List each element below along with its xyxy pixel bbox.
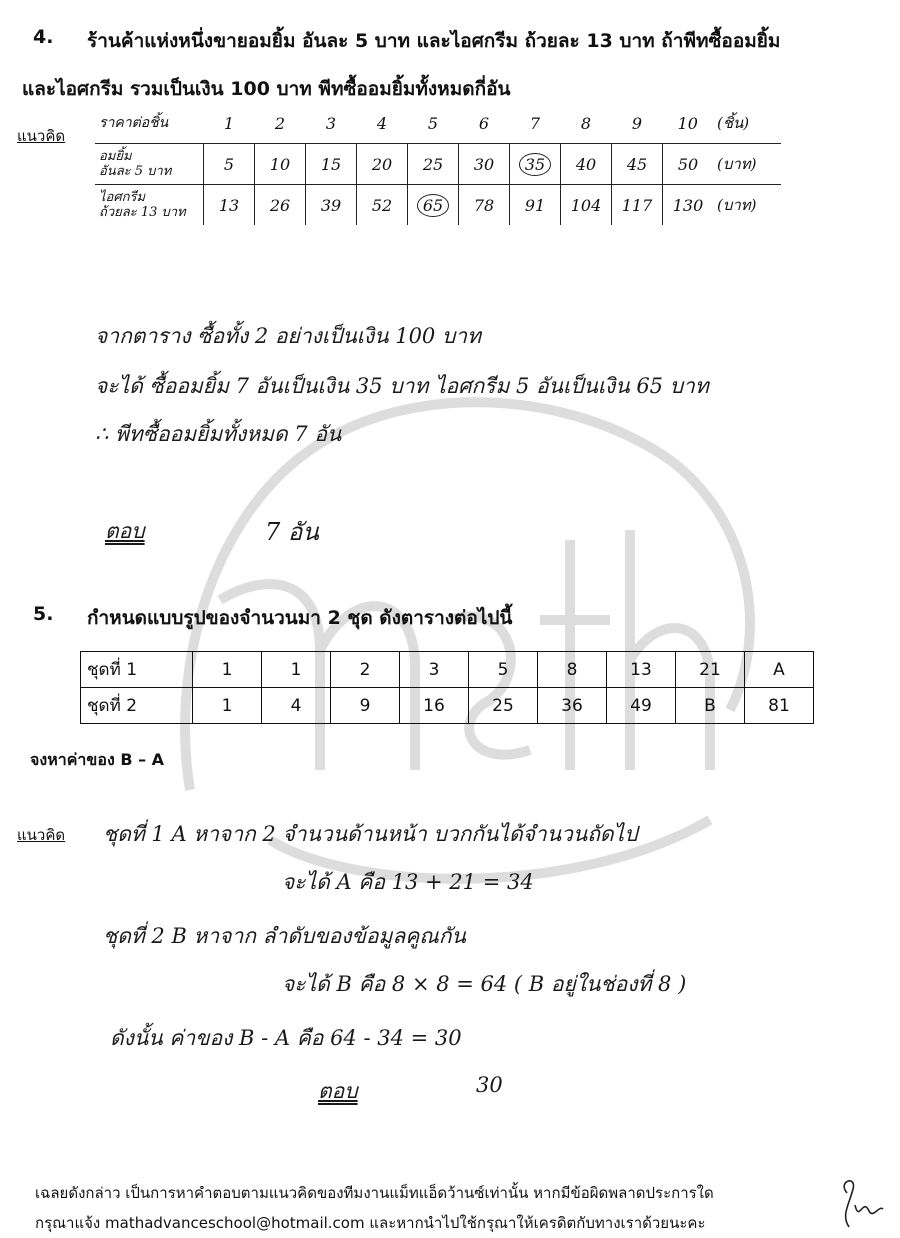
table-cell: 1 xyxy=(223,113,235,133)
q5-number: 5. xyxy=(33,603,54,625)
q5-find: จงหาค่าของ B – A xyxy=(30,750,165,769)
q4-work-line1: จากตาราง ซื้อทั้ง 2 อย่างเป็นเงิน 100 บาท xyxy=(95,324,481,348)
q4-table-row-lollipop xyxy=(95,144,781,185)
table-cell: 52 xyxy=(357,185,408,226)
table-cell: 7 xyxy=(529,113,541,133)
footer-note xyxy=(35,1178,714,1238)
q4-answer: 7 อัน xyxy=(265,518,319,546)
table-cell: 1 xyxy=(262,652,331,688)
q5-question: กำหนดแบบรูปของจำนวนมา 2 ชุด ดังตารางต่อไปนี้ xyxy=(87,607,513,629)
table-cell: 50 xyxy=(663,144,714,185)
footer-line2: กรุณาแจ้ง mathadvanceschool@hotmail.com และหากนำไปใช้กรุณาให้เครดิตกับทางเราด้วยนะคะ xyxy=(35,1214,706,1232)
table-cell: 39 xyxy=(306,185,357,226)
table-cell: 15 xyxy=(306,144,357,185)
q4-answer-label: ตอบ xyxy=(105,519,145,543)
table-cell: B xyxy=(676,688,745,724)
q5-work-line4: จะได้ B คือ 8 × 8 = 64 ( B อยู่ในช่องที่ 8 ) xyxy=(282,972,687,996)
q5-row-label: ชุดที่ 1 xyxy=(81,652,193,688)
table-cell: 81 xyxy=(745,688,814,724)
q4-row-label xyxy=(95,144,204,185)
table-cell: 26 xyxy=(255,185,306,226)
table-cell: 9 xyxy=(331,688,400,724)
table-cell: 25 xyxy=(408,144,459,185)
table-cell: 36 xyxy=(538,688,607,724)
table-cell: 8 xyxy=(538,652,607,688)
q5-answer-label: ตอบ xyxy=(318,1079,358,1103)
table-cell: 117 xyxy=(612,185,663,226)
table-cell: 45 xyxy=(612,144,663,185)
table-cell: 5 xyxy=(427,113,439,133)
q5-work-line2: จะได้ A คือ 13 + 21 = 34 xyxy=(282,870,534,894)
table-cell: 3 xyxy=(400,652,469,688)
table-cell: 20 xyxy=(357,144,408,185)
q5-pattern-table xyxy=(80,651,814,724)
q4-price-table xyxy=(95,103,781,225)
q4-table-header-label: ราคาต่อชิ้น xyxy=(99,114,169,131)
table-cell: 2 xyxy=(274,113,286,133)
q4-row-label-line1: อมยิ้ม xyxy=(99,149,132,164)
table-cell: 5 xyxy=(469,652,538,688)
table-unit: (ชิ้น) xyxy=(717,114,750,132)
q5-work-line1: ชุดที่ 1 A หาจาก 2 จำนวนด้านหน้า บวกกันได้จำนวนถัดไป xyxy=(103,822,638,846)
table-cell-circled xyxy=(408,185,459,226)
table-cell: 16 xyxy=(400,688,469,724)
table-cell: 25 xyxy=(469,688,538,724)
table-cell: 91 xyxy=(510,185,561,226)
table-cell: 1 xyxy=(193,688,262,724)
table-cell: 8 xyxy=(580,113,592,133)
q5-approach-label: แนวคิด xyxy=(17,826,66,844)
table-unit: (บาท) xyxy=(713,144,781,185)
signature-icon xyxy=(835,1175,885,1235)
q4-row-label-line2: อันละ 5 บาท xyxy=(99,164,172,179)
table-cell: 9 xyxy=(631,113,643,133)
q4-work-line2: จะได้ ซื้ออมยิ้ม 7 อันเป็นเงิน 35 บาท ไอศกรีม 5 อันเป็นเงิน 65 บาท xyxy=(95,374,709,398)
table-cell: 4 xyxy=(262,688,331,724)
q4-row-label-line2: ถ้วยละ 13 บาท xyxy=(99,205,186,220)
table-row xyxy=(81,652,814,688)
q4-table-header-row xyxy=(95,103,781,144)
q4-work-line3: ∴ พีทซื้ออมยิ้มทั้งหมด 7 อัน xyxy=(95,422,342,446)
circled-value: 35 xyxy=(519,153,551,176)
table-cell: 2 xyxy=(331,652,400,688)
q4-question-line2: และไอศกรีม รวมเป็นเงิน 100 บาท พีทซื้ออมยิ้มทั้งหมดกี่อัน xyxy=(22,78,511,100)
table-cell: 4 xyxy=(376,113,388,133)
q4-table-row-icecream xyxy=(95,185,781,226)
table-cell: A xyxy=(745,652,814,688)
table-cell: 130 xyxy=(663,185,714,226)
table-cell: 10 xyxy=(677,113,698,133)
footer-line1: เฉลยดังกล่าว เป็นการหาคำตอบตามแนวคิดของทีมงานแม็ทแอ็ดว้านซ์เท่านั้น หากมีข้อผิดพลาดประการใด xyxy=(35,1184,714,1202)
table-cell-circled xyxy=(510,144,561,185)
q4-row-label xyxy=(95,185,204,226)
q5-work-line5: ดังนั้น ค่าของ B - A คือ 64 - 34 = 30 xyxy=(110,1026,462,1050)
circled-value: 65 xyxy=(417,194,449,217)
table-cell: 104 xyxy=(561,185,612,226)
table-unit: (บาท) xyxy=(713,185,781,226)
table-cell: 5 xyxy=(204,144,255,185)
table-cell: 78 xyxy=(459,185,510,226)
q4-number: 4. xyxy=(33,26,54,48)
q5-answer: 30 xyxy=(476,1073,503,1097)
q5-row-label: ชุดที่ 2 xyxy=(81,688,193,724)
table-cell: 1 xyxy=(193,652,262,688)
table-cell: 21 xyxy=(676,652,745,688)
table-row xyxy=(81,688,814,724)
q4-approach-label: แนวคิด xyxy=(17,127,66,145)
table-cell: 49 xyxy=(607,688,676,724)
q5-work-line3: ชุดที่ 2 B หาจาก ลำดับของข้อมูลคูณกัน xyxy=(103,924,466,948)
q4-row-label-line1: ไอศกรีม xyxy=(99,190,146,205)
table-cell: 10 xyxy=(255,144,306,185)
table-cell: 30 xyxy=(459,144,510,185)
table-cell: 6 xyxy=(478,113,490,133)
table-cell: 40 xyxy=(561,144,612,185)
table-cell: 3 xyxy=(325,113,337,133)
table-cell: 13 xyxy=(607,652,676,688)
table-cell: 13 xyxy=(204,185,255,226)
q4-question-line1: ร้านค้าแห่งหนึ่งขายอมยิ้ม อันละ 5 บาท และไอศกรีม ถ้วยละ 13 บาท ถ้าพีทซื้ออมยิ้ม xyxy=(87,30,781,52)
